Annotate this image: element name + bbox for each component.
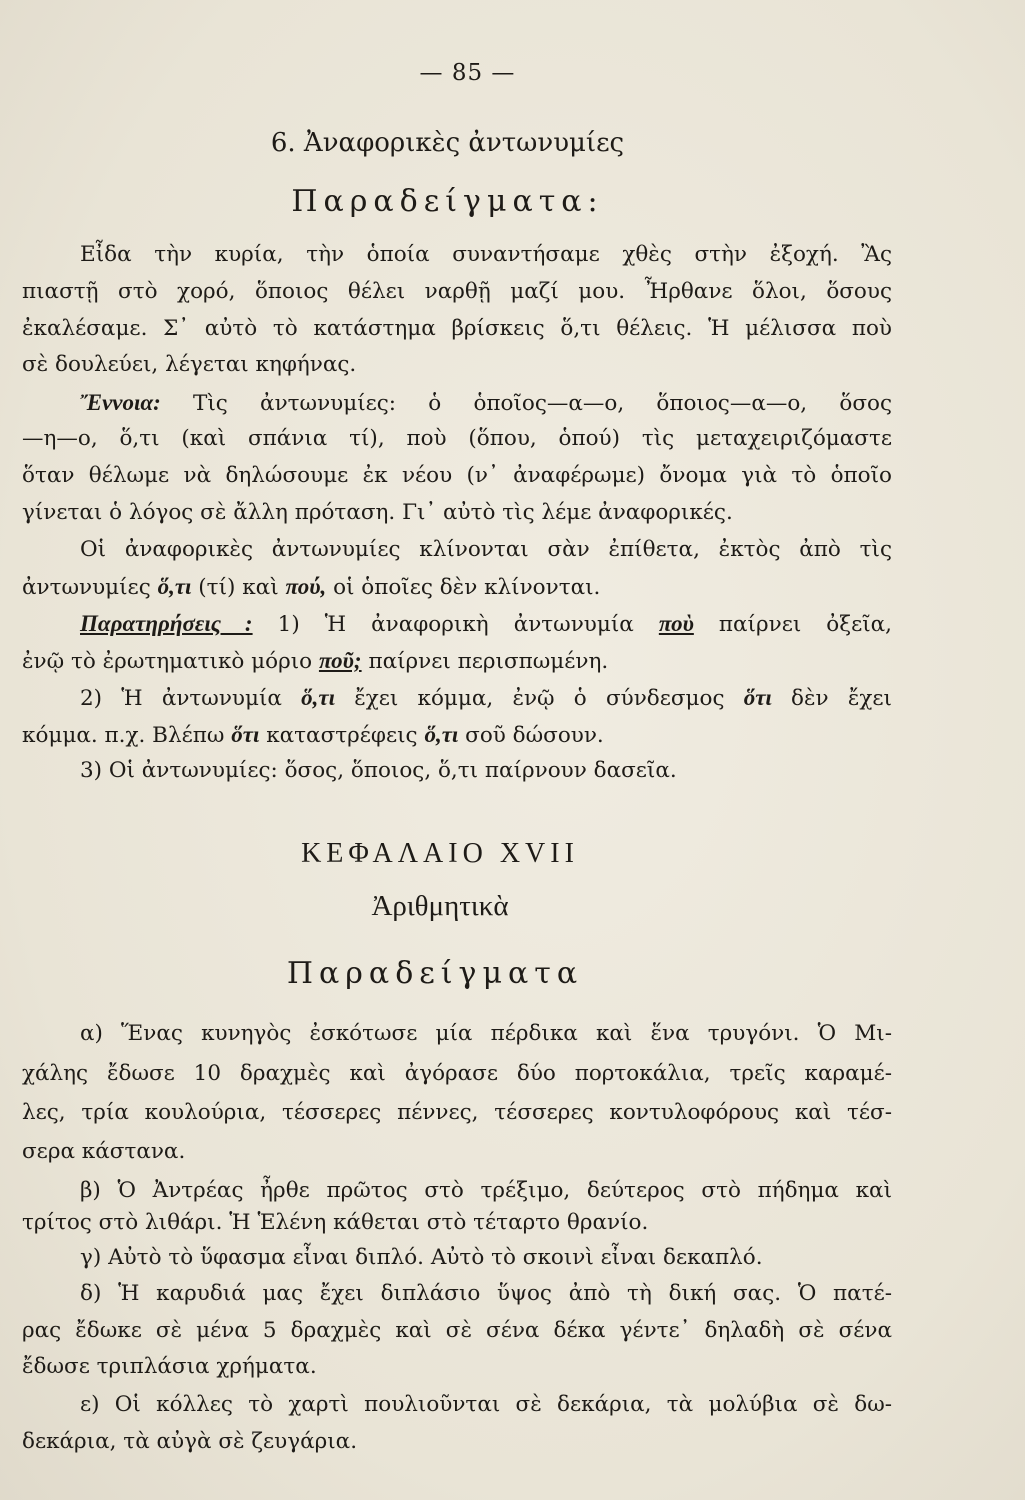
example-e-line-2: δεκάρια, τὰ αὐγὰ σὲ ζευγάρια. [22,1429,358,1454]
example-a-line-1: α) Ἕνας κυνηγὸς ἐσκότωσε μία πέρδικα καὶ ἕνα τρυγόνι. Ὁ Μι- [80,1021,892,1046]
example-a-line-3: λες, τρία κουλούρια, τέσσερες πέννες, τέσσερες κοντυλοφόρους καὶ τέσ- [22,1100,892,1125]
example-a-line-2: χάλης ἔδωσε 10 δραχμὲς καὶ ἀγόρασε δύο πορτοκάλια, τρεῖς καραμέ- [22,1061,892,1086]
paragraph-1-line-4: σὲ δουλεύει, λέγεται κηφήνας. [22,352,357,377]
paragraph-1-line-3: ἐκαλέσαμε. Σ᾿ αὐτὸ τὸ κατάστημα βρίσκεις ὅ,τι θέλεις. Ἡ μέλισσα ποὺ [22,316,892,341]
page-number: — 85 — [419,60,516,86]
paragraph-1-line-1: Εἶδα τὴν κυρία, τὴν ὁποία συναντήσαμε χθὲς στὴν ἐξοχή. Ἂς [80,242,892,267]
examples-heading-2: Παραδείγματα [286,956,584,991]
observations-label: Παρατηρήσεις : [80,611,253,636]
examples-heading-1: Παραδείγματα: [291,184,604,219]
chapter-title: ΚΕΦΑΛΑΙΟ XVII [301,838,579,869]
paragraph-3-line-2: ἀντωνυμίες ὅ,τι (τί) καὶ πού, οἱ ὁποῖες δὲν κλίνονται. [22,574,601,600]
observations-line-3: 2) Ἡ ἀντωνυμία ὅ,τι ἔχει κόμμα, ἐνῷ ὁ σύνδεσμος ὅτι δὲν ἔχει [80,685,892,711]
example-a-line-4: σερα κάστανα. [22,1139,186,1164]
term-ennoia: Ἔννοια: [80,390,161,415]
paragraph-1-line-2: πιαστῇ στὸ χορό, ὅποιος θέλει ναρθῇ μαζί μου. Ἦρθανε ὅλοι, ὅσους [22,279,892,304]
example-e-line-1: ε) Οἱ κόλλες τὸ χαρτὶ πουλιοῦνται σὲ δεκάρια, τὰ μολύβια σὲ δω- [80,1392,892,1417]
observations-line-5: 3) Οἱ ἀντωνυμίες: ὅσος, ὅποιος, ὅ,τι παίρνουν δασεῖα. [80,758,677,783]
example-d-line-3: ἔδωσε τριπλάσια χρήματα. [22,1354,317,1379]
observations-line-4: κόμμα. π.χ. Βλέπω ὅτι καταστρέφεις ὅ,τι σοῦ δώσουν. [22,722,604,748]
paragraph-3-line-1: Οἱ ἀναφορικὲς ἀντωνυμίες κλίνονται σὰν ἐπίθετα, ἐκτὸς ἀπὸ τὶς [80,537,892,562]
paragraph-2-line-3: ὅταν θέλωμε νὰ δηλώσουμε ἐκ νέου (ν᾿ ἀναφέρωμε) ὄνομα γιὰ τὸ ὁποῖο [22,463,892,488]
example-d-line-2: ρας ἔδωκε σὲ μένα 5 δραχμὲς καὶ σὲ σένα δέκα γέντε᾿ δηλαδὴ σὲ σένα [22,1318,892,1343]
example-b-line-2: τρίτος στὸ λιθάρι. Ἡ Ἑλένη κάθεται στὸ τέταρτο θρανίο. [22,1210,649,1235]
observations-line-1: Παρατηρήσεις : 1) Ἡ ἀναφορικὴ ἀντωνυμία ποὺ παίρνει ὀξεῖα, [80,611,893,637]
example-b-line-1: β) Ὁ Ἀντρέας ἦρθε πρῶτος στὸ τρέξιμο, δεύτερος στὸ πήδημα καὶ [80,1178,892,1203]
example-d-line-1: δ) Ἡ καρυδιά μας ἔχει διπλάσιο ὕψος ἀπὸ τὴ δική σας. Ὁ πατέ- [80,1281,892,1306]
observations-line-2: ἐνῷ τὸ ἐρωτηματικὸ μόριο ποῦ; παίρνει περισπωμένη. [22,648,609,674]
paragraph-2-line-1: Ἔννοια: Τὶς ἀντωνυμίες: ὁ ὁποῖος—α—ο, ὅποιος—α—ο, ὅσος [80,390,892,416]
example-c-line-1: γ) Αὐτὸ τὸ ὕφασμα εἶναι διπλό. Αὐτὸ τὸ σκοινὶ εἶναι δεκαπλό. [80,1245,763,1270]
paragraph-2-line-2: —η—ο, ὅ,τι (καὶ σπάνια τί), ποὺ (ὅπου, ὁπού) τὶς μεταχειριζόμαστε [22,426,892,451]
section-title: 6. Ἀναφορικὲς ἀντωνυμίες [270,128,625,158]
chapter-subject: Ἀριθμητικὰ [371,890,509,922]
paragraph-2-line-4: γίνεται ὁ λόγος σὲ ἄλλη πρόταση. Γι᾿ αὐτὸ τὶς λέμε ἀναφορικές. [22,500,733,525]
